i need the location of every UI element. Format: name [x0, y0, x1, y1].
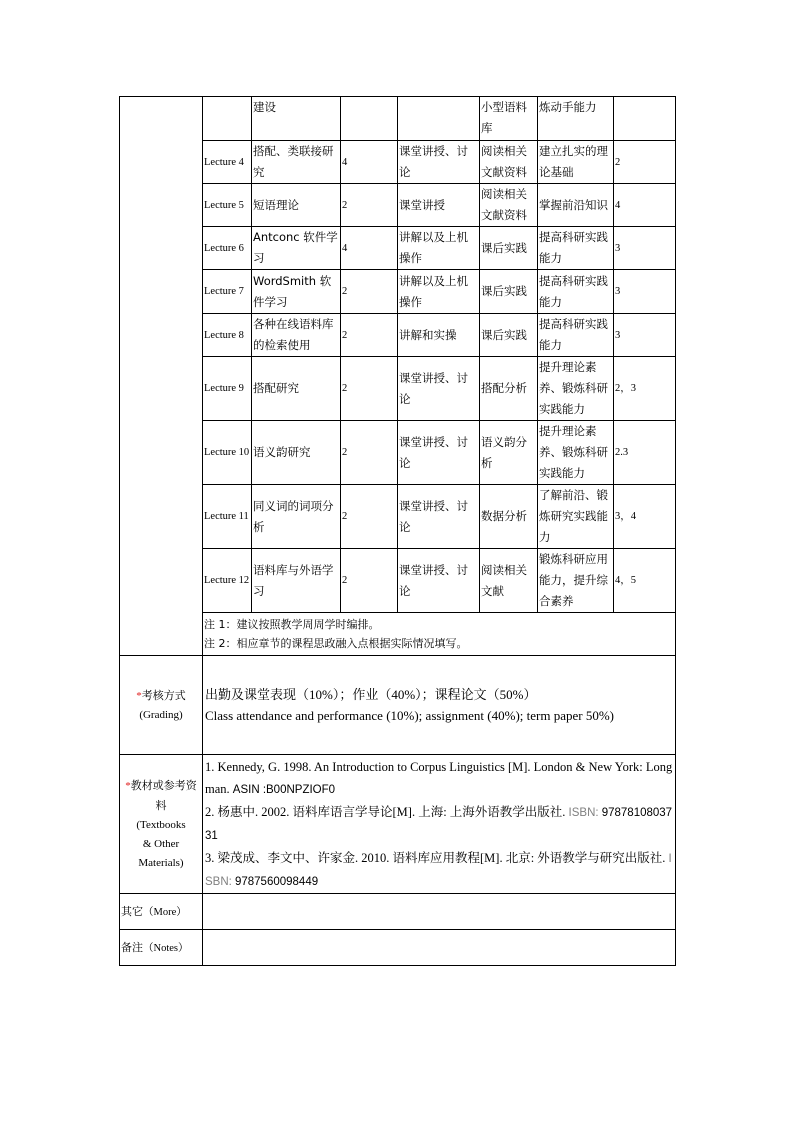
grading-label [120, 656, 203, 755]
objective-cell: 3 [614, 270, 676, 314]
goal-cell: 了解前沿、锻炼研究实践能力 [538, 485, 614, 549]
reference-3-isbn: 9787560098449 [234, 875, 319, 888]
goal-cell: 建立扎实的理论基础 [538, 141, 614, 184]
materials-content [203, 755, 676, 894]
materials-row [120, 755, 676, 894]
method-cell: 课堂讲授、讨论 [398, 141, 480, 184]
reference-2-isbn-label: ISBN: [568, 806, 599, 819]
schedule-row [120, 270, 676, 314]
note-1: 注 1：建议按照教学周周学时编排。 [204, 618, 380, 631]
method-cell: 讲解以及上机操作 [398, 270, 480, 314]
topic-cell: 同义词的词项分析 [252, 485, 341, 549]
schedule-row [120, 97, 676, 141]
topic-cell: Antconc 软件学习 [252, 227, 341, 270]
course-table [119, 96, 676, 966]
method-cell: 课堂讲授、讨论 [398, 357, 480, 421]
schedule-row [120, 421, 676, 485]
method-cell: 课堂讲授、讨论 [398, 421, 480, 485]
required-star: * [125, 779, 131, 792]
lecture-cell: Lecture 11 [203, 485, 252, 549]
hours-cell: 4 [341, 227, 398, 270]
required-star: * [136, 689, 142, 702]
materials-label-en-3: Materials) [138, 856, 184, 869]
lecture-cell: Lecture 12 [203, 549, 252, 613]
lecture-cell: Lecture 6 [203, 227, 252, 270]
materials-label-cn: 教材或参考资料 [130, 778, 197, 812]
topic-cell: WordSmith 软件学习 [252, 270, 341, 314]
goal-cell: 提高科研实践能力 [538, 314, 614, 357]
objective-cell [614, 97, 676, 141]
hours-cell: 2 [341, 485, 398, 549]
objective-cell: 2，3 [614, 357, 676, 421]
reference-2: 2. 杨惠中. 2002. 语料库语言学导论[M]. 上海: 上海外语教学出版社. ISBN: 9787810803731 [205, 804, 673, 842]
hours-cell: 2 [341, 270, 398, 314]
method-cell [398, 97, 480, 141]
goal-cell: 掌握前沿知识 [538, 184, 614, 227]
more-label: 其它（More） [120, 894, 203, 930]
topic-cell: 各种在线语料库的检索使用 [252, 314, 341, 357]
materials-label-en-1: (Textbooks [136, 818, 186, 831]
objective-cell: 2 [614, 141, 676, 184]
practice-cell: 小型语料库 [480, 97, 538, 141]
schedule-row [120, 227, 676, 270]
hours-cell: 2 [341, 421, 398, 485]
lecture-cell: Lecture 7 [203, 270, 252, 314]
hours-cell: 2 [341, 314, 398, 357]
note-2: 注 2：相应章节的课程思政融入点根据实际情况填写。 [204, 637, 468, 650]
grading-label-en: (Grading) [139, 708, 183, 721]
schedule-row [120, 184, 676, 227]
schedule-row [120, 314, 676, 357]
grading-row [120, 656, 676, 755]
reference-2-isbn: 9787810803731 [205, 806, 673, 842]
grading-line-en: Class attendance and performance (10%); assignment (40%); term paper 50%) [205, 708, 614, 723]
goal-cell: 提高科研实践能力 [538, 270, 614, 314]
schedule-notes [203, 613, 676, 656]
goal-cell: 提升理论素养、锻炼科研实践能力 [538, 357, 614, 421]
schedule-row [120, 357, 676, 421]
topic-cell: 建设 [252, 97, 341, 141]
topic-cell: 搭配研究 [252, 357, 341, 421]
materials-label-en-2: & Other [142, 837, 180, 850]
goal-cell: 提高科研实践能力 [538, 227, 614, 270]
goal-cell: 锻炼科研应用能力，提升综合素养 [538, 549, 614, 613]
lecture-cell: Lecture 8 [203, 314, 252, 357]
lecture-cell: Lecture 9 [203, 357, 252, 421]
practice-cell: 语义韵分析 [480, 421, 538, 485]
practice-cell: 搭配分析 [480, 357, 538, 421]
practice-cell: 课后实践 [480, 314, 538, 357]
topic-cell: 短语理论 [252, 184, 341, 227]
objective-cell: 4 [614, 184, 676, 227]
practice-cell: 课后实践 [480, 227, 538, 270]
objective-cell: 3，4 [614, 485, 676, 549]
hours-cell: 2 [341, 357, 398, 421]
more-row [120, 894, 676, 930]
schedule-row [120, 485, 676, 549]
schedule-row [120, 549, 676, 613]
reference-3: 3. 梁茂成、李文中、许家金. 2010. 语料库应用教程[M]. 北京: 外语教学与研究出版社. ISBN: 9787560098449 [205, 850, 672, 888]
topic-cell: 搭配、类联接研究 [252, 141, 341, 184]
goal-cell: 炼动手能力 [538, 97, 614, 141]
practice-cell: 数据分析 [480, 485, 538, 549]
practice-cell: 阅读相关文献 [480, 549, 538, 613]
reference-1-asin: ASIN :B00NPZIOF0 [232, 783, 336, 796]
objective-cell: 3 [614, 227, 676, 270]
objective-cell: 2.3 [614, 421, 676, 485]
objective-cell: 3 [614, 314, 676, 357]
lecture-cell: Lecture 5 [203, 184, 252, 227]
notes-info-row [120, 930, 676, 966]
lecture-cell: Lecture 4 [203, 141, 252, 184]
notes-content [203, 930, 676, 966]
grading-line-cn: 出勤及课堂表现（10%）；作业（40%）；课程论文（50%） [205, 687, 537, 702]
hours-cell: 4 [341, 141, 398, 184]
notes-label: 备注（Notes） [120, 930, 203, 966]
practice-cell: 课后实践 [480, 270, 538, 314]
method-cell: 讲解和实操 [398, 314, 480, 357]
method-cell: 讲解以及上机操作 [398, 227, 480, 270]
materials-label [120, 755, 203, 894]
method-cell: 课堂讲授、讨论 [398, 485, 480, 549]
hours-cell: 2 [341, 549, 398, 613]
notes-row [120, 613, 676, 656]
schedule-row [120, 141, 676, 184]
topic-cell: 语义韵研究 [252, 421, 341, 485]
schedule-label-cell [120, 97, 203, 656]
practice-cell: 阅读相关文献资料 [480, 141, 538, 184]
hours-cell [341, 97, 398, 141]
reference-1: 1. Kennedy, G. 1998. An Introduction to Corpus Linguistics [M]. London & New York: Longman. ASIN :B00NPZIOF0 [205, 759, 673, 796]
grading-content [203, 656, 676, 755]
objective-cell: 4，5 [614, 549, 676, 613]
lecture-cell [203, 97, 252, 141]
reference-3-isbn-label: ISBN: [205, 852, 672, 888]
method-cell: 课堂讲授 [398, 184, 480, 227]
goal-cell: 提升理论素养、锻炼科研实践能力 [538, 421, 614, 485]
lecture-cell: Lecture 10 [203, 421, 252, 485]
practice-cell: 阅读相关文献资料 [480, 184, 538, 227]
method-cell: 课堂讲授、讨论 [398, 549, 480, 613]
grading-label-cn: 考核方式 [141, 688, 186, 702]
more-content [203, 894, 676, 930]
hours-cell: 2 [341, 184, 398, 227]
topic-cell: 语料库与外语学习 [252, 549, 341, 613]
